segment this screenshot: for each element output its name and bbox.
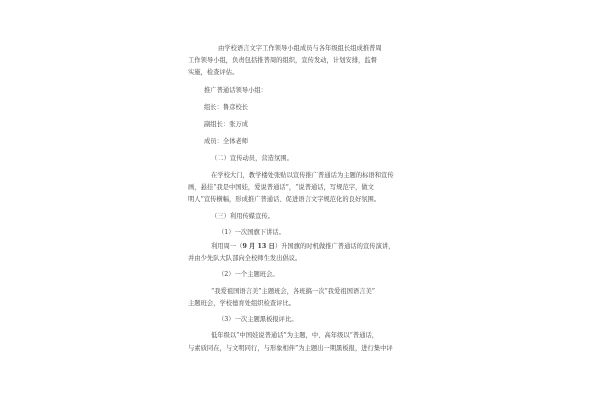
group-members: 成员：全体老师 — [204, 138, 249, 145]
section-heading-3: （三）利用传媒宣传。 — [211, 213, 274, 220]
group-heading: 推广普通话领导小组： — [204, 87, 267, 94]
para3-line1 — [211, 242, 394, 251]
para5-line2: 与素质同在，与文明同行，与形象相伴”为主题出一期黑板报，进行集中评 — [188, 345, 393, 352]
para4-line2: 主题班会，学校德育处组织检查评比。 — [188, 300, 296, 307]
para3-line2: 并由少先队大队部向全校师生发出倡议。 — [188, 255, 302, 262]
item-1: （1）一次国旗下讲话。 — [218, 229, 285, 236]
para2-line3: 明人”宣传横幅，形成推广普通话、促进语言文字规范化的良好氛围。 — [188, 196, 381, 203]
para3-line1-post: ）升国旗的时机做推广普通话的宣传演讲， — [274, 243, 395, 250]
group-deputy: 副组长：张万成 — [204, 121, 249, 128]
para2-line2: 画，悬挂“我是中国娃，爱说普通话”，“说普通话，写规范字，做文 — [188, 184, 374, 191]
para4-line1: “我爱祖国语言美”主题班会，各班搞一次“我爱祖国语言美” — [211, 288, 376, 295]
para1-line1: 由学校语言文字工作领导小组成员与各年级组长组成推普周 — [218, 45, 382, 52]
item-2: （2）一个主题班会。 — [218, 271, 279, 278]
group-leader: 组长：鲁彦校长 — [204, 104, 249, 111]
para1-line3: 实施，检查评估。 — [188, 69, 239, 76]
para3-line1-pre: 利用周一（ — [211, 243, 243, 250]
para1-line2: 工作领导小组，负责包括推普周的组织，宣传发动，计划安排，监督 — [188, 57, 377, 64]
item-3: （3）一次主题黑板报评比。 — [218, 316, 298, 323]
section-heading-2: （二）宣传动员，营造氛围。 — [211, 155, 293, 162]
para3-date: 9 月 13 日 — [242, 243, 275, 250]
para5-line1: 低年级以“中国娃说普通话”为主题，中、高年级以“普通话， — [211, 332, 379, 339]
para2-line1: 在学校大门，教学楼处张贴以宣传推广普通话为主题的标语和宣传 — [211, 172, 394, 179]
